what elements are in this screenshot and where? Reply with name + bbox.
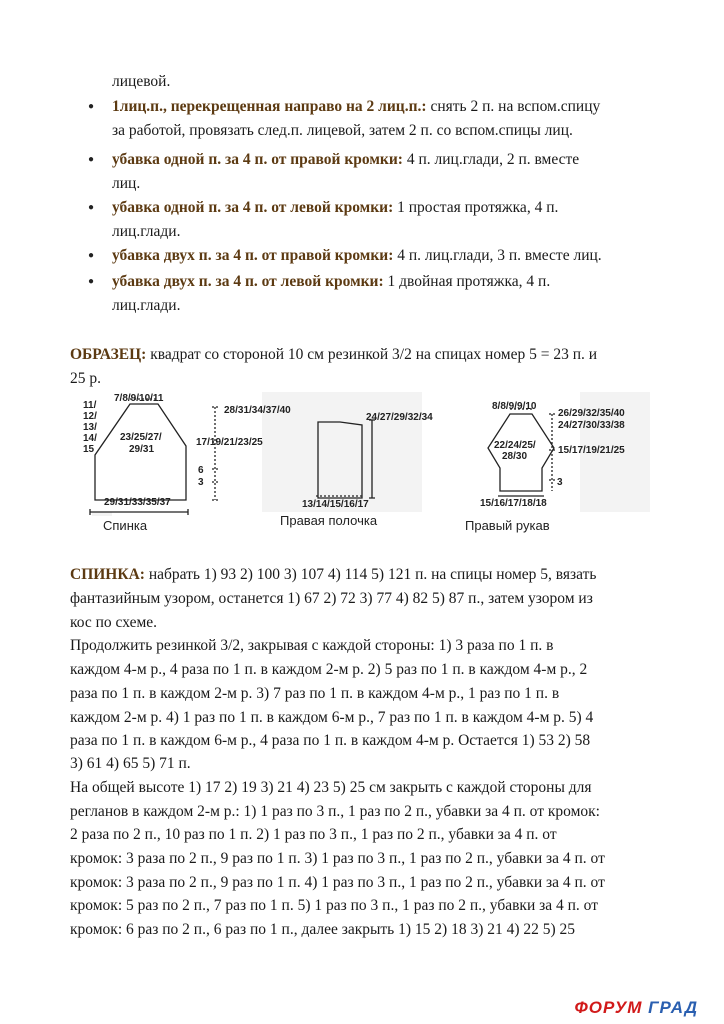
back-mid-label: 29/31 [129,444,155,455]
back-text: набрать 1) 93 2) 100 3) 107 4) 114 5) 121 п. на спицы номер 5, вязать [144,566,597,583]
bullet-term: 1лиц.п., перекрещенная направо на 2 лиц.п.: [112,98,427,115]
bullet-term: убавка двух п. за 4 п. от правой кромки: [112,247,394,264]
back-line: фантазийным узором, останется 1) 67 2) 72 3) 77 4) 82 5) 87 п., затем узором из [70,590,593,607]
sleeve-top-label: 8/8/9/9/10 [492,401,537,412]
gauge-text: квадрат со стороной 10 см резинкой 3/2 на спицах номер 5 = 23 п. и [146,346,598,363]
back-left-label: 14/ [83,433,97,444]
bullet-text: 4 п. лиц.глади, 3 п. вместе лиц. [393,247,602,264]
back-mid-label: 23/25/27/ [120,432,162,443]
back-line [70,563,596,587]
bullet-text-cont: лиц. [112,175,141,192]
bullet-text: снять 2 п. на вспом.спицу [426,98,601,115]
back-line: Продолжить резинкой 3/2, закрывая с каждой стороны: 1) 3 раза по 1 п. в [70,637,554,654]
front-dim [369,420,375,498]
back-line: 3) 61 4) 65 5) 71 п. [70,755,191,772]
back-left-label: 15 [83,444,95,455]
back-heading: СПИНКА: [70,566,145,583]
back-top-label: 7/8/9/10/11 [114,393,164,404]
bullet-text-cont: за работой, провязать след.п. лицевой, затем 2 п. со вспом.спицы лиц. [112,122,573,139]
back-line: раза по 1 п. в каждом 2-м р. 3) 7 раз по 1 п. в каждом 4-м р., 1 раз по 1 п. в [70,685,560,702]
back-line: кромок: 3 раза по 2 п., 9 раз по 1 п. 4) 1 раз по 3 п., 1 раз по 2 п., убавки за 4 п. от [70,874,605,891]
back-line: кос по схеме. [70,614,158,631]
back-right-label: 6 [198,465,204,476]
continued-text: лицевой. [112,73,171,90]
forum-watermark [575,998,699,1018]
gauge-heading: ОБРАЗЕЦ: [70,346,147,363]
sleeve-bottom-label: 15/16/17/18/18 [480,498,547,509]
bullet-term: убавка одной п. за 4 п. от левой кромки: [112,199,394,216]
back-right-label: 17/19/21/23/25 [196,437,263,448]
front-shape [318,422,362,498]
back-right-label: 3 [198,477,204,488]
bullet-text-cont: лиц.глади. [112,297,181,314]
back-right-label: 28/31/34/37/40 [224,405,291,416]
sleeve-caption: Правый рукав [465,518,550,533]
back-dim [212,407,218,500]
watermark-part2: ГРАД [648,998,698,1017]
sleeve-right-label: 26/29/32/35/40 [558,408,625,419]
bullet-term: убавка двух п. за 4 п. от левой кромки: [112,273,384,290]
sleeve-mid-label: 22/24/25/ [494,440,536,451]
back-left-label: 12/ [83,411,97,422]
sleeve-right-label: 24/27/30/33/38 [558,420,625,431]
gauge-line-2: 25 р. [70,370,101,387]
front-bottom-label: 13/14/15/16/17 [302,499,369,510]
bullet-text: 1 простая протяжка, 4 п. [393,199,559,216]
bullet-term: убавка одной п. за 4 п. от правой кромки: [112,151,403,168]
front-caption: Правая полочка [280,513,378,528]
back-line: каждом 2-м р. 4) 1 раз по 1 п. в каждом 6-м р., 7 раз по 1 п. в каждом 4-м р. 5) 4 [70,709,594,726]
bullet-text: 4 п. лиц.глади, 2 п. вместе [402,151,580,168]
back-left-label: 13/ [83,422,97,433]
back-line: раза по 1 п. в каждом 6-м р., 4 раза по 1 п. в каждом 4-м р. Остается 1) 53 2) 58 [70,732,591,749]
sleeve-right-label: 3 [557,477,563,488]
back-caption: Спинка [103,518,148,533]
bullet-text-cont: лиц.глади. [112,223,181,240]
back-line: На общей высоте 1) 17 2) 19 3) 21 4) 23 5) 25 см закрыть с каждой стороны для [70,779,592,796]
back-line: кромок: 6 раз по 2 п., 6 раз по 1 п., далее закрыть 1) 15 2) 18 3) 21 4) 22 5) 25 [70,921,576,938]
back-line: кромок: 5 раз по 2 п., 7 раз по 1 п. 5) 1 раз по 3 п., 1 раз по 2 п., убавки за 4 п. от [70,897,598,914]
back-bottom-label: 29/31/33/35/37 [104,497,171,508]
back-line: регланов в каждом 2-м р.: 1) 1 раз по 3 п., 1 раз по 2 п., убавки за 4 п. от кромок: [70,803,600,820]
watermark-part1: ФОРУМ [574,998,643,1017]
bullet-text: 1 двойная протяжка, 4 п. [383,273,551,290]
sleeve-mid-label: 28/30 [502,451,528,462]
back-line: каждом 4-м р., 4 раза по 1 п. в каждом 2-м р. 2) 5 раз по 1 п. в каждом 4-м р., 2 [70,661,588,678]
back-line: кромок: 3 раза по 2 п., 9 раз по 1 п. 3) 1 раз по 3 п., 1 раз по 2 п., убавки за 4 п. от [70,850,605,867]
front-right-label: 24/27/29/32/34 [366,412,433,423]
sleeve-right-label: 15/17/19/21/25 [558,445,625,456]
back-left-label: 11/ [83,400,97,411]
back-bottom-dim [90,509,188,515]
back-line: 2 раза по 2 п., 10 раз по 1 п. 2) 1 раз по 3 п., 1 раз по 2 п., убавки за 4 п. от [70,826,557,843]
